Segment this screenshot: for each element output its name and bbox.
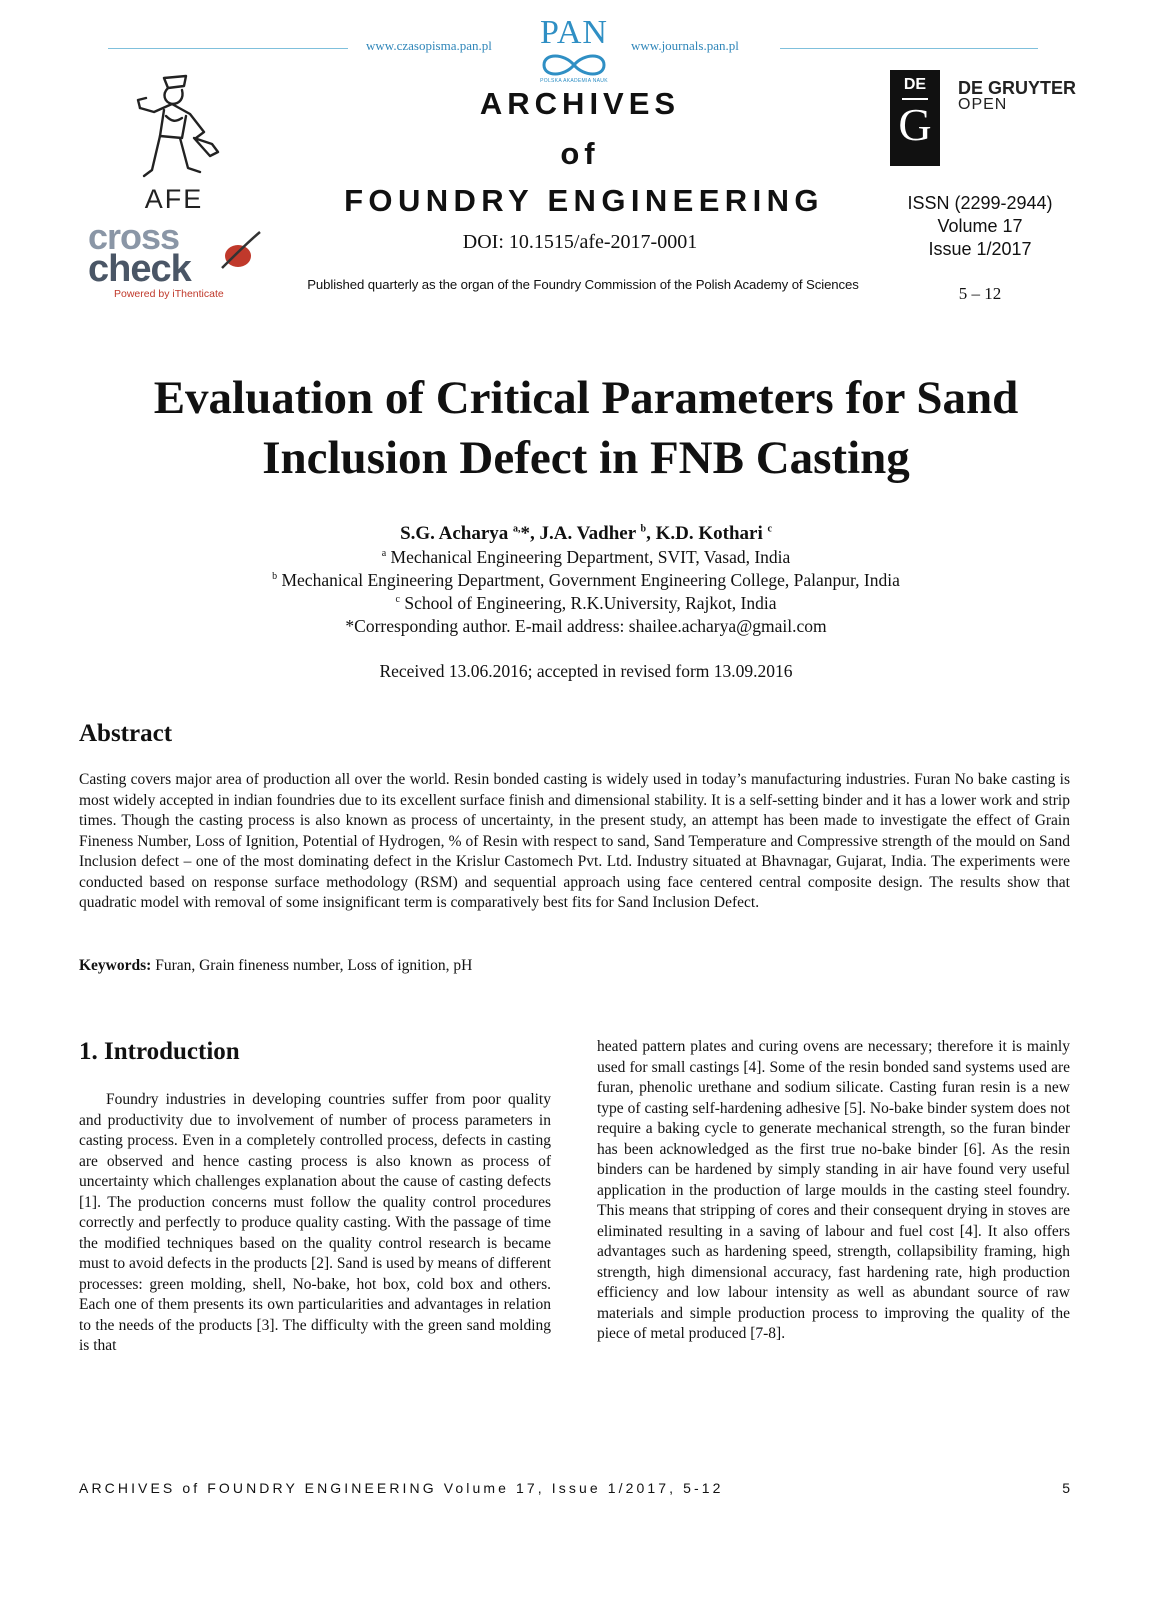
journals-url[interactable]: www.journals.pan.pl: [631, 38, 739, 53]
corresponding-author: *Corresponding author. E-mail address: shailee.acharya@gmail.com: [345, 616, 827, 636]
degruyter-mark: [890, 70, 940, 166]
author-3-affil: c: [767, 523, 772, 535]
journal-title-of: of: [560, 136, 600, 171]
issue: Issue 1/2017: [928, 239, 1032, 259]
pan-logo-text: PAN: [540, 14, 608, 51]
introduction-col2: heated pattern plates and curing ovens are necessary; therefore it is mainly used for small castings [4]. Some of the resin bonded sand systems used are furan, phenolic urethane and sodium silicate. Casting furan resin is a new type of casting self-hardening adhesive [5]. No-bake binder system does not require a baking cycle to generate mechanical strength, so the furan binder has been acknowledged as the first true no-bake binder [6]. As the resin binders can be hardened by simply standing in air have found very useful application in the production of large moulds in the casting steel foundry. This means that stripping of cores and their consequent drying in stoves are eliminated resulting in a saving of labour and fuel cost [4]. It also offers advantages such as hardening speed, strength, collapsibility framing, high strength, high dimensional accuracy, fast hardening rate, high production efficiency and low labour intensity as well as abundant source of raw materials and simple production process to improving the quality of the piece of metal produced [7-8].: [597, 1038, 1070, 1342]
afe-logo: [124, 72, 224, 212]
keywords-list: Furan, Grain fineness number, Loss of ignition, pH: [151, 957, 473, 974]
journal-title-foundry: FOUNDRY ENGINEERING: [344, 183, 824, 218]
keywords-label: Keywords:: [79, 957, 152, 974]
foundry-worker-icon: [124, 72, 224, 184]
article-title-line1: Evaluation of Critical Parameters for Sand: [153, 372, 1019, 424]
crosscheck-line2: check: [88, 248, 191, 290]
issn: ISSN (2299-2944): [907, 193, 1053, 213]
published-note: Published quarterly as the organ of the Foundry Commission of the Polish Academy of Sciences: [307, 277, 859, 292]
received-dates: Received 13.06.2016; accepted in revised form 13.09.2016: [379, 661, 793, 681]
journal-title-archives: ARCHIVES: [479, 86, 681, 121]
crosscheck-swoosh-icon: [218, 228, 262, 272]
header-rule-left: [108, 48, 348, 49]
crosscheck-line1: cross: [88, 216, 180, 257]
affiliation-a: [140, 546, 1032, 569]
affiliation-b-sup: b: [272, 571, 278, 583]
author-1-star: *: [520, 523, 531, 544]
affiliation-a-sup: a: [381, 548, 387, 560]
afe-logo-text: AFE: [144, 184, 204, 214]
degruyter-mark-top: DE: [903, 76, 927, 93]
affiliation-b: [140, 569, 1032, 592]
page-range: 5 – 12: [958, 284, 1002, 303]
introduction-col1: Foundry industries in developing countries suffer from poor quality and productivity due to involvement of number of process parameters in casting process. Even in a completely controlled process, defects in casting are observed and hence casting process is also known as process of uncertainty which challenges explanation about the cause of casting defects [1]. The production concerns must follow the quality control procedures correctly and perfectly to produce quality casting. With the passage of time the modified techniques based on the quality control research is became must to avoid defects in the products [2]. Sand is used by means of different processes: green molding, shell, No-bake, hot box, cold box and others. Each one of them presents its own particularities and advantages in relation to the needs of the products [3]. The difficulty with the green sand molding is that: [79, 1091, 551, 1354]
pan-logo-subtitle: POLSKA AKADEMIA NAUK: [540, 78, 608, 84]
keywords: [79, 956, 1070, 977]
crosscheck-powered: Powered by iThenticate: [114, 288, 224, 300]
author-2-affil: b: [640, 523, 647, 535]
authors: [140, 523, 1032, 545]
author-2: , J.A. Vadher: [530, 523, 641, 544]
abstract-heading: Abstract: [79, 720, 173, 747]
affiliation-b-text: Mechanical Engineering Department, Government Engineering College, Palanpur, India: [277, 570, 900, 590]
header-rule-right: [780, 48, 1038, 49]
doi[interactable]: DOI: 10.1515/afe-2017-0001: [462, 231, 698, 253]
author-1-affil: a,: [513, 523, 521, 535]
page-number: 5: [1062, 1480, 1070, 1496]
introduction-heading: 1. Introduction: [79, 1038, 240, 1065]
abstract-text: Casting covers major area of production all over the world. Resin bonded casting is widely used in today’s manufacturing industries. Furan No bake casting is most widely accepted in indian foundries due to its excellent surface finish and dimensional stability. It is a self-setting binder and it has a lower work and strip times. Though the casting process is also known as process of uncertainty, in the present study, an attempt has been made to investigate the effect of Grain Fineness Number, Loss of Ignition, Potential of Hydrogen, % of Resin with respect to sand, Sand Temperature and Compressive strength of the mould on Sand Inclusion defect – one of the most dominating defect in the Krislur Castomech Pvt. Ltd. Industry situated at Bhavnagar, Gujarat, India. The experiments were conducted based on response surface methodology (RSM) and sequential approach using face centered central composite design. The results show that quadratic model with removal of some insignificant term is comparatively best fits for Sand Inclusion Defect.: [79, 771, 1070, 911]
article-title-line2: Inclusion Defect in FNB Casting: [262, 432, 910, 484]
affiliation-a-text: Mechanical Engineering Department, SVIT, Vasad, India: [386, 547, 791, 567]
affiliation-c: [140, 592, 1032, 615]
author-1: S.G. Acharya: [400, 523, 514, 544]
running-footer: ARCHIVES of FOUNDRY ENGINEERING Volume 17, Issue 1/2017, 5-12: [79, 1480, 724, 1496]
affiliation-c-text: School of Engineering, R.K.University, Rajkot, India: [399, 593, 777, 613]
author-3: , K.D. Kothari: [646, 523, 768, 544]
affiliation-c-sup: c: [395, 594, 400, 606]
degruyter-mark-letter: G: [898, 99, 932, 150]
infinity-icon: [534, 52, 614, 78]
czasopisma-url[interactable]: www.czasopisma.pan.pl: [366, 38, 492, 53]
degruyter-open: OPEN: [958, 96, 1008, 113]
volume: Volume 17: [937, 216, 1023, 236]
crosscheck-logo: [88, 216, 268, 304]
degruyter-name: DE GRUYTER: [958, 78, 1077, 98]
pan-logo: [526, 14, 622, 90]
